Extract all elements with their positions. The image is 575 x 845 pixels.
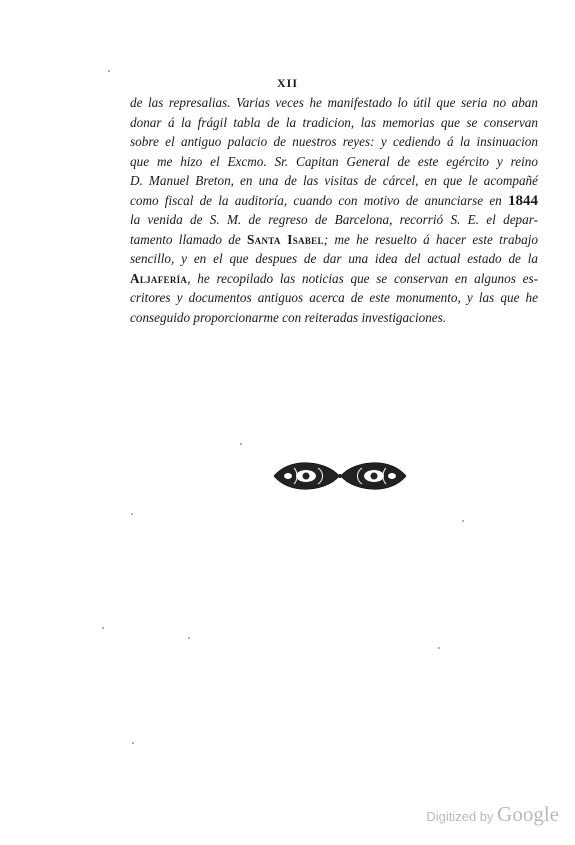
speck [240, 443, 242, 445]
text-line-10 [130, 269, 538, 289]
speck [462, 520, 464, 522]
text-line-1: de las represalias. Varias veces he manifestado lo útil que seria no aban [130, 95, 538, 110]
text-line-10-b: , he recopilado las noticias que se conservan en algunos es- [187, 270, 538, 286]
text-line-12: conseguido proporcionarme con reiteradas investigaciones. [130, 309, 447, 325]
santa-isabel-label: Santa Isabel [247, 231, 324, 247]
text-line-4: que me hizo el Excmo. Sr. Capitan General de este egército y reino [130, 153, 538, 169]
page-number: XII [276, 76, 298, 90]
speck [108, 70, 110, 72]
text-line-3: sobre el antiguo palacio de nuestros reyes: y cediendo á la insinuacion [130, 134, 538, 149]
watermark-brand: Google [497, 802, 559, 826]
text-line-6 [130, 191, 538, 211]
speck [132, 742, 134, 744]
digitized-by-google-watermark [426, 802, 559, 827]
text-line-8-b: ; me he resuelto á hacer este trabajo [323, 231, 538, 247]
year-1844: 1844 [508, 192, 538, 209]
ornament-icon [272, 456, 408, 496]
text-line-2: donar á la frágil tabla de la tradicion, las memorias que se conservan [130, 114, 538, 130]
text-line-11: critores y documentos antiguos acerca de este monumento, y las que he [130, 290, 538, 305]
speck [102, 627, 104, 629]
text-line-6-text: como fiscal de la auditoría, cuando con motivo de anunciarse en [130, 192, 508, 208]
speck [438, 647, 440, 649]
speck [188, 637, 190, 639]
text-line-8-a: tamento llamado de [130, 231, 248, 247]
aljaferia-label: Aljafería [130, 270, 188, 286]
watermark-prefix: Digitized by [426, 809, 494, 824]
text-line-7: la venida de S. M. de regreso de Barcelona, recorrió S. E. el depar- [130, 212, 538, 227]
body-text [130, 93, 538, 327]
text-line-9: sencillo, y en el que despues de dar una idea del actual estado de la [130, 251, 538, 266]
text-line-5: D. Manuel Breton, en una de las visitas de cárcel, en que le acompañé [130, 173, 538, 188]
text-line-8 [130, 230, 538, 250]
speck [131, 513, 133, 515]
